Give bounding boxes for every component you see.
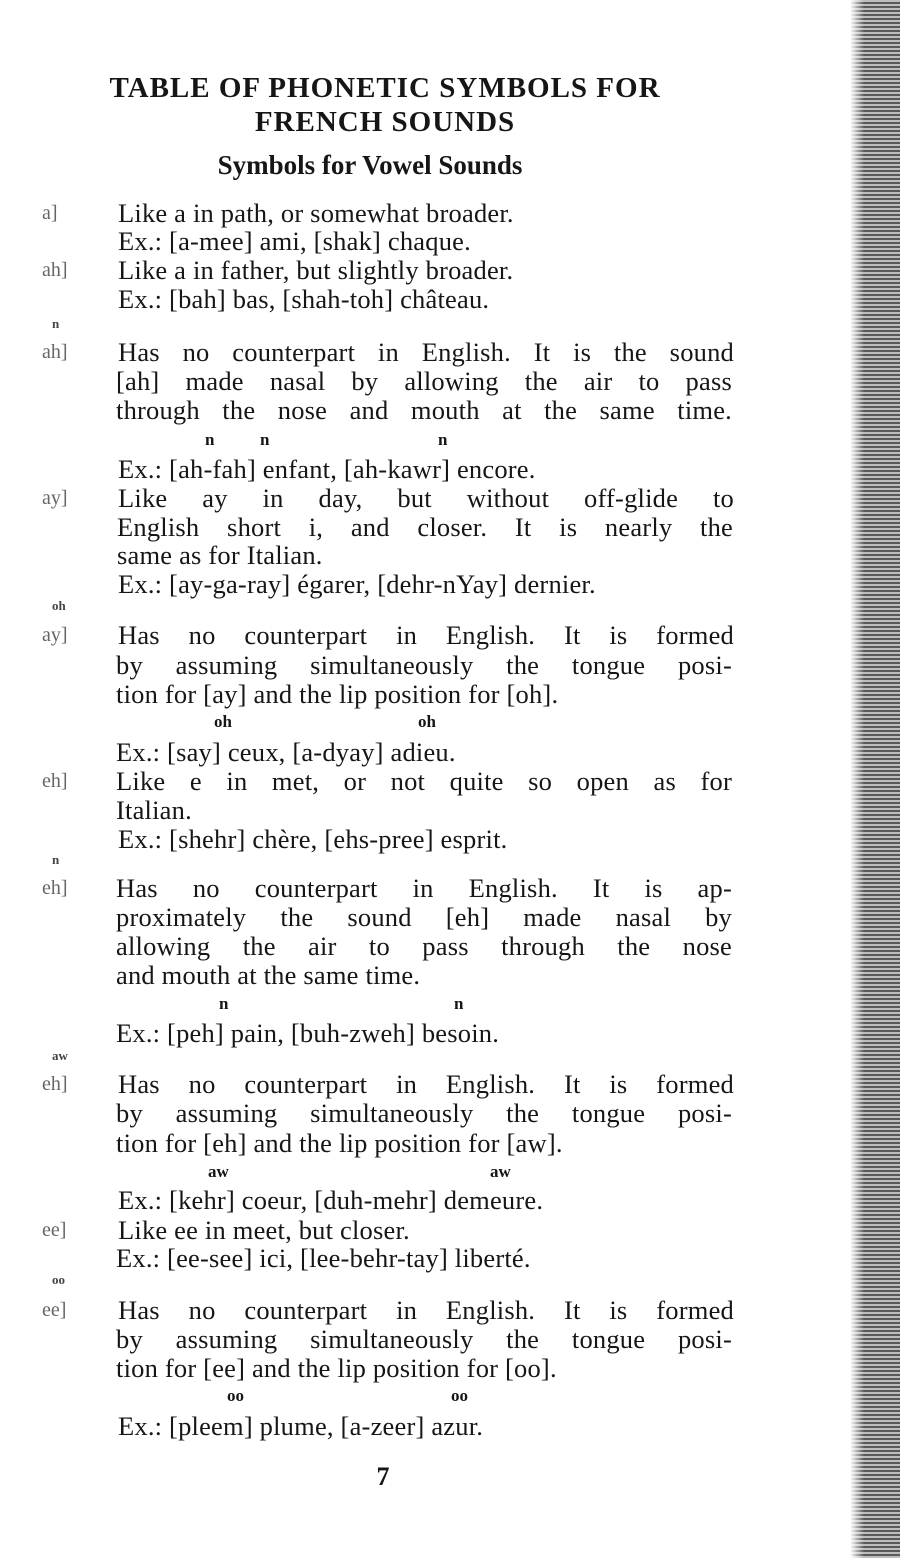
entry-text-line: Ex.: [pleem] plume, [a-zeer] azur. — [118, 1411, 484, 1441]
entry-symbol: ay] — [42, 487, 68, 509]
page-title-line2: FRENCH SOUNDS — [254, 106, 516, 138]
nasal-lip-mark: oh — [418, 712, 436, 731]
entry-symbol: ah] — [42, 259, 68, 281]
entry-text-line: by assuming simultaneously the tongue posi- — [116, 1324, 732, 1354]
entry-text-line: Ex.: [shehr] chère, [ehs-pree] esprit. — [118, 824, 508, 854]
entry-text-line: Like ay in day, but without off-glide to — [118, 483, 734, 513]
entry-symbol: ah] — [42, 341, 68, 363]
entry-text-line: Ex.: [bah] bas, [shah-toh] château. — [118, 284, 490, 314]
entry-symbol: ee] — [42, 1219, 67, 1241]
entry-text-line: Ex.: [a-mee] ami, [shak] chaque. — [118, 226, 471, 256]
entry-text-line: Has no counterpart in English. It is the sound — [118, 337, 734, 367]
entry-text-line: by assuming simultaneously the tongue posi- — [116, 650, 732, 680]
entry-text-line: Has no counterpart in English. It is formed — [118, 1295, 734, 1325]
entry-text-line: Like a in father, but slightly broader. — [118, 255, 514, 285]
entry-text-line: Ex.: [ah-fah] enfant, [ah-kawr] encore. — [118, 454, 536, 484]
page-number: 7 — [376, 1462, 390, 1491]
nasal-lip-mark: oo — [451, 1386, 468, 1405]
entry-symbol: a] — [42, 202, 58, 224]
entry-text-line: [ah] made nasal by allowing the air to pass — [116, 366, 732, 396]
entry-text-line: tion for [ay] and the lip position for [oh]. — [116, 679, 559, 709]
entry-text-line: Ex.: [say] ceux, [a-dyay] adieu. — [116, 737, 456, 767]
entry-text-line: Ex.: [ay-ga-ray] égarer, [dehr-nYay] dernier. — [118, 569, 596, 599]
nasal-lip-mark: oo — [227, 1386, 244, 1405]
entry-text-line: proximately the sound [eh] made nasal by — [116, 902, 732, 932]
entry-symbol: ay] — [42, 624, 68, 646]
entry-text-line: Like e in met, or not quite so open as for — [116, 766, 732, 796]
page-edge — [850, 0, 900, 1558]
entry-text-line: Has no counterpart in English. It is ap- — [116, 873, 732, 903]
entry-text-line: Like ee in meet, but closer. — [118, 1215, 410, 1245]
entry-text-line: same as for Italian. — [117, 540, 323, 570]
entry-text-line: through the nose and mouth at the same time. — [116, 395, 732, 425]
entry-text-line: Italian. — [116, 795, 192, 825]
entry-symbol: eh] — [42, 877, 68, 899]
entry-symbol-diacritic: oo — [52, 1272, 65, 1287]
entry-text-line: tion for [ee] and the lip position for [oo]. — [116, 1353, 557, 1383]
nasal-lip-mark: n — [219, 994, 229, 1013]
entry-symbol-diacritic: oh — [52, 598, 66, 613]
entry-text-line: and mouth at the same time. — [116, 960, 421, 990]
nasal-lip-mark: n — [454, 994, 464, 1013]
nasal-lip-mark: oh — [214, 712, 232, 731]
entry-symbol-diacritic: n — [52, 852, 60, 867]
nasal-lip-mark: n — [260, 430, 270, 449]
entry-text-line: English short i, and closer. It is nearly the — [117, 512, 733, 542]
entry-symbol: eh] — [42, 1073, 68, 1095]
section-subtitle: Symbols for Vowel Sounds — [217, 150, 523, 180]
nasal-lip-mark: aw — [490, 1162, 511, 1181]
page-title-line1: TABLE OF PHONETIC SYMBOLS FOR — [109, 72, 661, 104]
entry-text-line: by assuming simultaneously the tongue posi- — [116, 1098, 732, 1128]
nasal-lip-mark: aw — [208, 1162, 229, 1181]
entry-symbol-diacritic: n — [52, 316, 60, 331]
entry-text-line: tion for [eh] and the lip position for [aw]. — [116, 1128, 563, 1158]
entry-text-line: Ex.: [peh] pain, [buh-zweh] besoin. — [116, 1018, 500, 1048]
entry-symbol-diacritic: aw — [52, 1048, 68, 1063]
entry-text-line: Has no counterpart in English. It is formed — [118, 1069, 734, 1099]
nasal-lip-mark: n — [438, 430, 448, 449]
entry-symbol: eh] — [42, 770, 68, 792]
entry-text-line: Like a in path, or somewhat broader. — [118, 198, 514, 228]
entry-text-line: Ex.: [kehr] coeur, [duh-mehr] demeure. — [118, 1185, 544, 1215]
entry-symbol: ee] — [42, 1299, 67, 1321]
entry-text-line: Ex.: [ee-see] ici, [lee-behr-tay] liberté. — [116, 1243, 531, 1273]
nasal-lip-mark: n — [205, 430, 215, 449]
entry-text-line: Has no counterpart in English. It is formed — [118, 620, 734, 650]
entry-text-line: allowing the air to pass through the nose — [116, 931, 732, 961]
